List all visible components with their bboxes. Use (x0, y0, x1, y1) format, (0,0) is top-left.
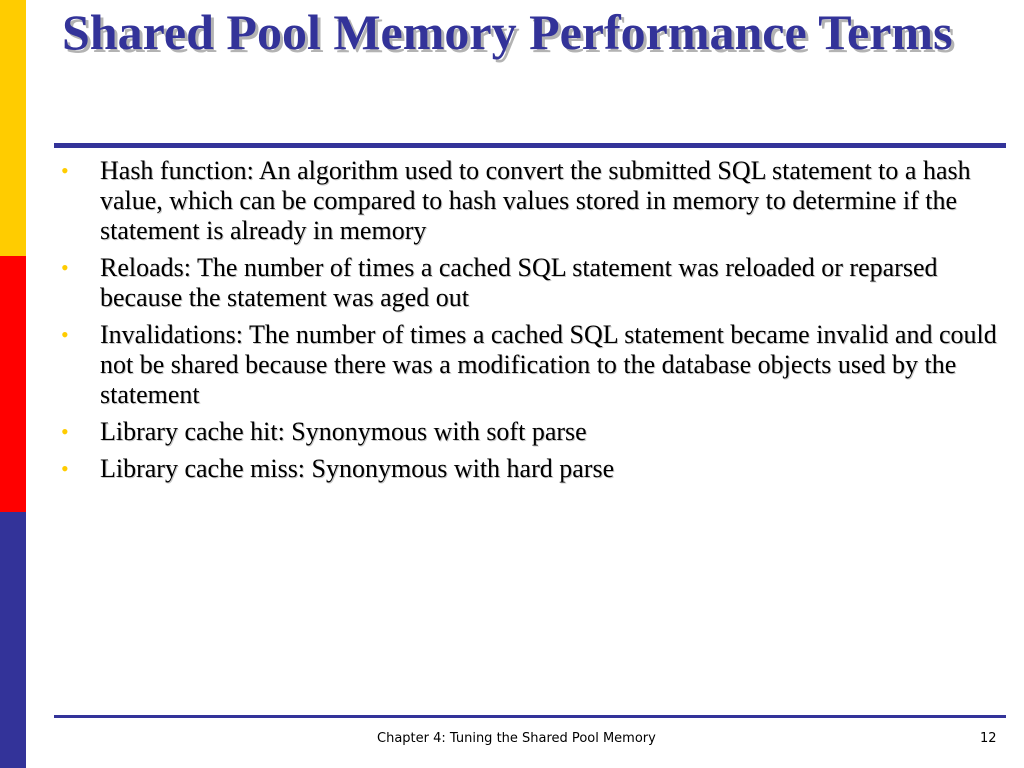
title-divider (54, 143, 1006, 148)
bullet-item-library-cache-miss (58, 454, 1008, 484)
left-stripe-yellow (0, 0, 26, 256)
bullet-item-hash-function (58, 156, 1008, 246)
bullet-icon: • (61, 419, 69, 444)
footer-divider (54, 715, 1006, 718)
bullet-icon: • (61, 255, 69, 280)
bullet-text: Library cache hit: Synonymous with soft parse (100, 417, 587, 446)
slide-title: Shared Pool Memory Performance Terms (62, 4, 953, 60)
bullet-icon: • (61, 456, 69, 481)
bullet-list (58, 156, 1008, 491)
bullet-item-library-cache-hit (58, 417, 1008, 447)
bullet-icon: • (61, 322, 69, 347)
bullet-item-reloads (58, 253, 1008, 313)
bullet-text: Reloads: The number of times a cached SQL statement was reloaded or reparsed because the statement was aged out (100, 253, 938, 312)
left-stripe-blue (0, 512, 26, 768)
page-number: 12 (980, 731, 997, 746)
bullet-text: Hash function: An algorithm used to convert the submitted SQL statement to a hash value, which can be compared to hash values stored in memory to determine if the statement is already in memory (100, 156, 971, 245)
bullet-item-invalidations (58, 320, 1008, 410)
bullet-text: Invalidations: The number of times a cached SQL statement became invalid and could not be shared because there was a modification to the database objects used by the statement (100, 320, 997, 409)
left-stripe-red (0, 256, 26, 512)
footer-chapter-title: Chapter 4: Tuning the Shared Pool Memory (377, 731, 656, 746)
bullet-icon: • (61, 158, 69, 183)
bullet-text: Library cache miss: Synonymous with hard parse (100, 454, 615, 483)
